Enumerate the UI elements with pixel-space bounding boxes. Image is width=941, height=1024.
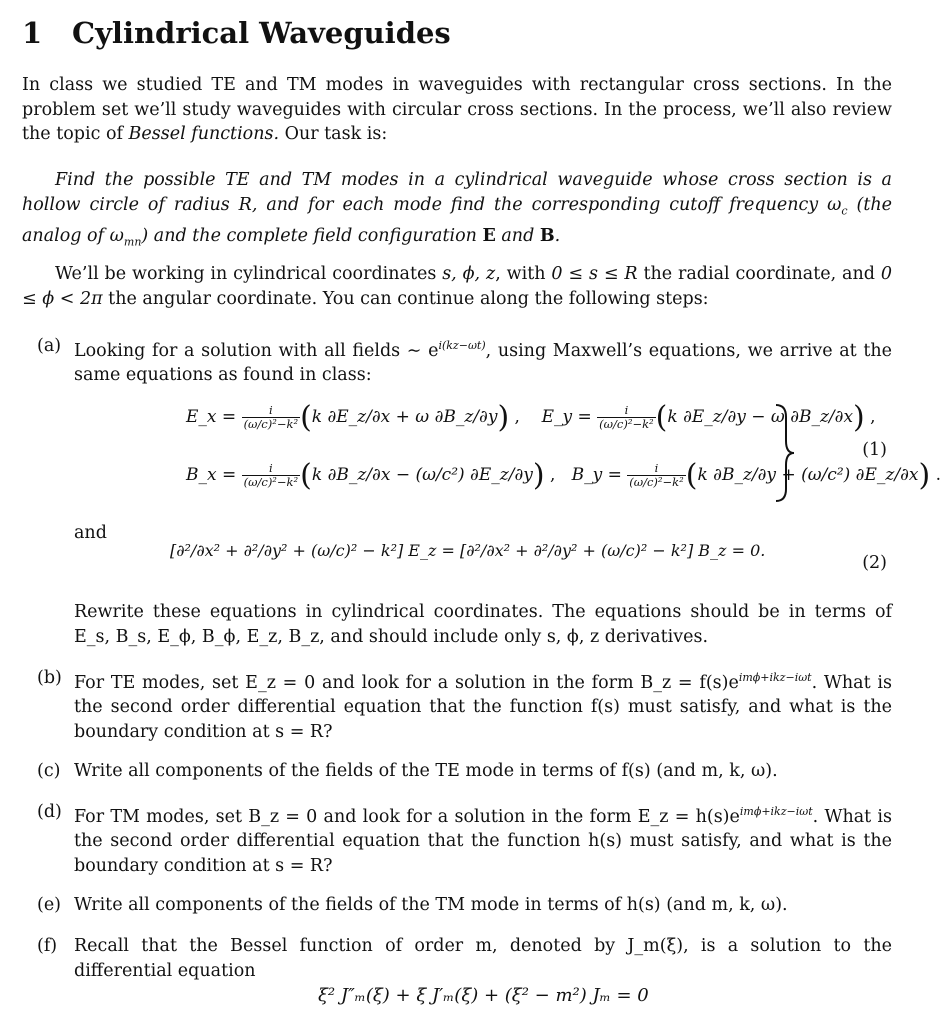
coords-t4: the angular coordinate. You can continue along the following steps: — [102, 288, 709, 309]
task-sub-c: c — [841, 204, 848, 217]
coords-t1: We’ll be working in cylindrical coordinates — [55, 264, 443, 284]
item-c — [37, 759, 892, 784]
eq2-number: (2) — [862, 553, 887, 573]
item-b-t1: For TE modes, set E_z = 0 and look for a solution in the form B_z = f(s)e — [74, 672, 739, 693]
item-a — [37, 334, 892, 388]
coords-paragraph — [22, 262, 892, 311]
eq-Ey-pref-num: i — [597, 404, 656, 418]
item-d-label: (d) — [37, 802, 62, 822]
eq-Ey-lhs: E_y = — [541, 407, 592, 427]
item-a-t1: Looking for a solution with all fields ∼ e — [74, 340, 439, 361]
equation-Ex-Ey: E_x = $\frac{i}{\text{(ω/c)²−k²}}$ (k ∂E_z/∂x + ω ∂B_z/∂y) , E_y = $\frac{i}{\text{(ω/c)²−k²}}$ (k ∂E_z/∂y − ω ∂B_z/∂x) , — [186, 400, 876, 435]
equation-Bx-By: B_x = $\frac{i}{\text{(ω/c)²−k²}}$ (k ∂B_z/∂x − (ω/c²) ∂E_z/∂y) , B_y = $\frac{i}{\text{(ω/c)²−k²}}$ (k ∂B_z/∂y + (ω/c²) ∂E_z/∂x) . — [186, 458, 941, 493]
item-f-label: (f) — [37, 936, 58, 956]
eq-Bx-body: k ∂B_z/∂x − (ω/c²) ∂E_z/∂y — [311, 465, 533, 485]
eq2-text: [∂²/∂x² + ∂²/∂y² + (ω/c)² − k²] E_z = [∂²/∂x² + ∂²/∂y² + (ω/c)² − k²] B_z = 0. — [170, 541, 766, 560]
task-t1: Find the possible TE and TM modes in a cylindrical waveguide whose cross section is a hollow circle of radius R, and for each mode find the corresponding cutoff frequency ω — [22, 170, 892, 215]
item-f — [37, 934, 892, 983]
item-b-label: (b) — [37, 668, 62, 688]
eq-Ey-pref-den: (ω/c)²−k² — [599, 417, 654, 431]
eq-By-body: k ∂B_z/∂y + (ω/c²) ∂E_z/∂x — [697, 465, 919, 485]
eq-Ey-body: k ∂E_z/∂y − ω ∂B_z/∂x — [667, 407, 854, 427]
section-title-text: Cylindrical Waveguides — [72, 16, 451, 50]
item-c-text: Write all components of the fields of the TE mode in terms of f(s) (and m, k, ω). — [74, 761, 778, 781]
item-d-t1: For TM modes, set B_z = 0 and look for a solution in the form E_z = h(s)e — [74, 806, 740, 827]
eq-By-lhs: B_y = — [571, 465, 622, 485]
eq1-number: (1) — [862, 440, 887, 460]
item-a-label: (a) — [37, 336, 62, 356]
and-word: and — [74, 523, 107, 543]
task-t3: ) and the complete field configuration — [141, 225, 483, 246]
task-and: and — [495, 225, 540, 246]
coords-vars: s, ϕ, z — [442, 264, 496, 284]
section-title — [22, 16, 451, 50]
eq-Bx-pref-num: i — [242, 462, 301, 476]
task-t2: (the analog of ω — [22, 194, 892, 246]
section-number: 1 — [22, 16, 43, 50]
eq-Ex-lhs: E_x = — [186, 407, 237, 427]
item-c-label: (c) — [37, 761, 61, 781]
task-E: E — [482, 225, 496, 246]
task-dot: . — [554, 225, 561, 246]
eq-Bx-lhs: B_x = — [186, 465, 237, 485]
coords-range-s: 0 ≤ s ≤ R — [551, 264, 638, 284]
coords-range-phi: 0 ≤ ϕ < 2π — [22, 264, 892, 309]
coords-t3: the radial coordinate, and — [637, 264, 881, 284]
eq-Bx-pref-den: (ω/c)²−k² — [243, 475, 299, 489]
intro-bessel: Bessel functions. — [128, 124, 280, 144]
item-e — [37, 893, 892, 918]
intro-paragraph — [22, 73, 892, 147]
eq-By-pref-num: i — [627, 462, 686, 476]
equation-2 — [170, 541, 765, 560]
eq-Ex-body: k ∂E_z/∂x + ω ∂B_z/∂y — [311, 407, 498, 427]
intro-text-a: In class we studied TE and TM modes in waveguides with rectangular cross sections. In the problem set we’ll study waveguides with circular cross sections. In the process, we’ll also review the topic of — [22, 75, 892, 144]
right-brace-icon — [772, 403, 798, 503]
rewrite-paragraph: Rewrite these equations in cylindrical coordinates. The equations should be in terms of E_s, B_s, E_ϕ, B_ϕ, E_z, B_z, and should include only s, ϕ, z derivatives. — [74, 602, 892, 647]
item-e-label: (e) — [37, 895, 62, 915]
task-statement — [22, 168, 892, 255]
item-d-t2: . What is the second order differential equation that the function h(s) must satisfy, and what is the boundary condition at s = R? — [74, 806, 892, 876]
item-b-t2: . What is the second order differential equation that the function f(s) must satisfy, and what is the boundary condition at s = R? — [74, 672, 892, 742]
item-d-sup: imϕ+ikz−iωt — [739, 805, 813, 818]
item-f-text: Recall that the Bessel function of order m, denoted by J_m(ξ), is a solution to the differential equation — [74, 936, 892, 981]
item-e-text: Write all components of the fields of the TM mode in terms of h(s) (and m, k, ω). — [74, 895, 788, 915]
task-B: B — [539, 225, 555, 246]
item-a-sup: i(kz−ωt) — [438, 339, 486, 352]
item-a-t2: , using Maxwell’s equations, we arrive at the same equations as found in class: — [74, 340, 892, 386]
task-sub-mn: mn — [123, 235, 142, 248]
coords-t2: , with — [495, 264, 552, 284]
intro-text-b: Our task is: — [279, 124, 388, 144]
eq-Ex-pref-den: (ω/c)²−k² — [243, 417, 299, 431]
item-b — [37, 666, 892, 744]
item-b-sup: imϕ+ikz−iωt — [738, 671, 812, 684]
eq-Ex-pref-num: i — [242, 404, 301, 418]
bessel-equation: ξ² J″ₘ(ξ) + ξ J′ₘ(ξ) + (ξ² − m²) Jₘ = 0 — [318, 985, 649, 1006]
item-d — [37, 800, 892, 878]
eq-By-pref-den: (ω/c)²−k² — [629, 475, 684, 489]
